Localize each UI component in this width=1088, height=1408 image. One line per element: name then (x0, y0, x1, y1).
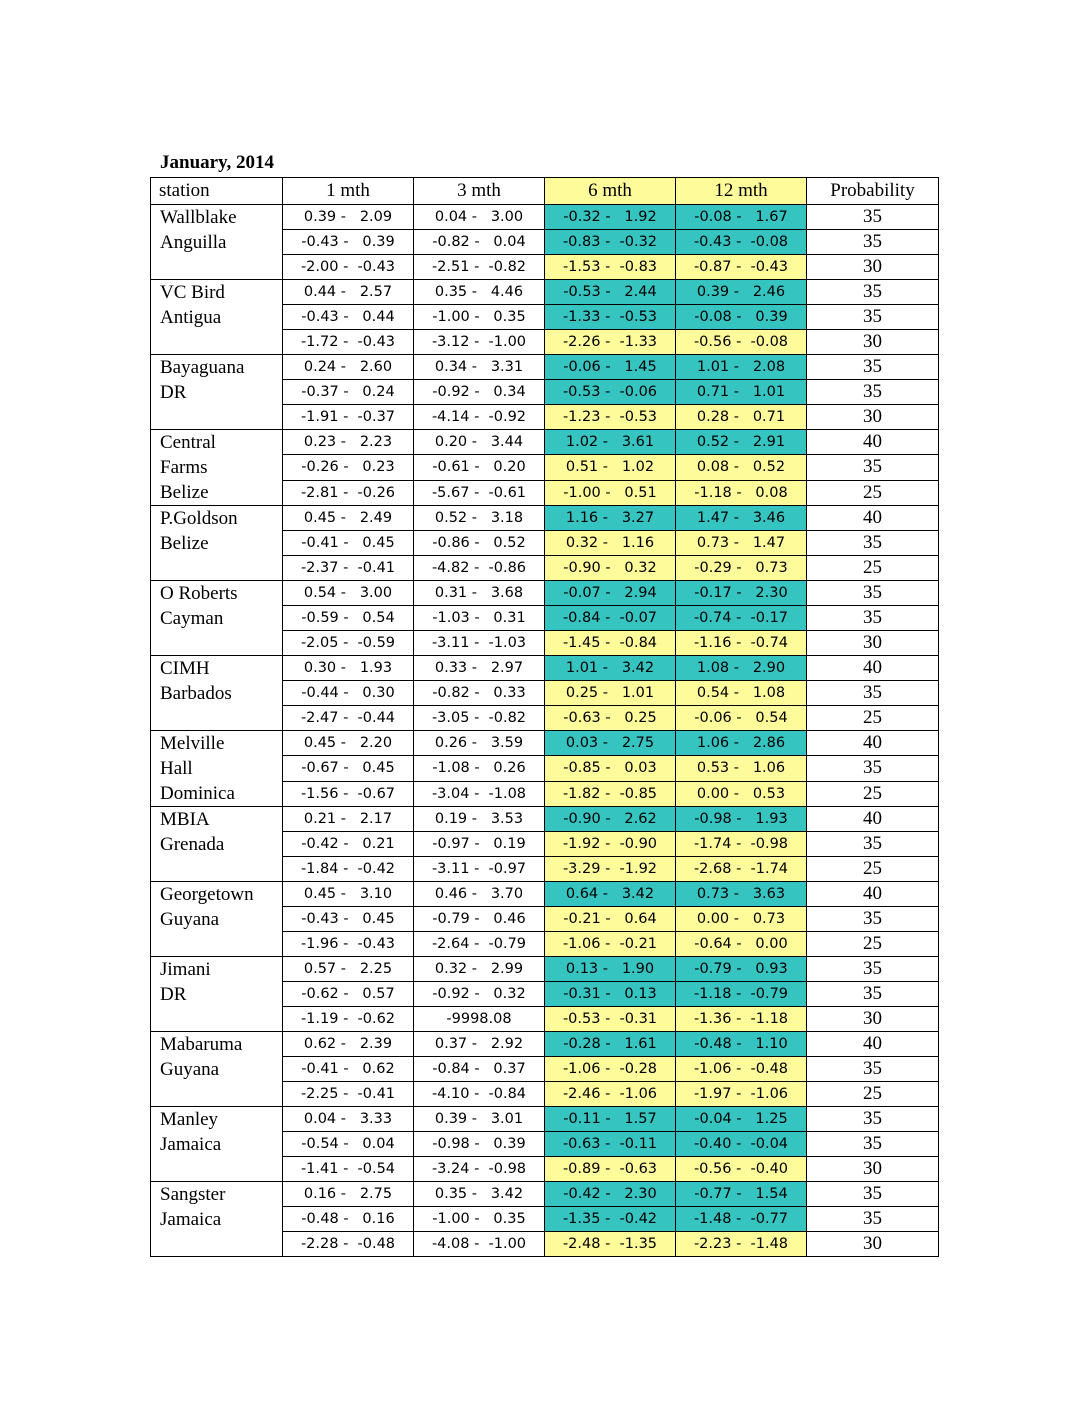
value-12-month: -0.29 - 0.73 (676, 556, 807, 581)
header-6-month: 6 mth (545, 178, 676, 205)
value-3-month: -9998.08 (414, 1007, 545, 1032)
value-3-month: 0.35 - 3.42 (414, 1182, 545, 1207)
value-1-month: -1.72 - -0.43 (283, 330, 414, 355)
probability-value: 35 (807, 380, 939, 405)
value-12-month: -1.06 - -0.48 (676, 1057, 807, 1082)
value-6-month: -0.53 - -0.06 (545, 380, 676, 405)
value-6-month: 0.64 - 3.42 (545, 882, 676, 907)
probability-value: 35 (807, 982, 939, 1007)
value-3-month: 0.37 - 2.92 (414, 1032, 545, 1057)
value-12-month: -0.87 - -0.43 (676, 255, 807, 280)
station-name-line: VC Bird (160, 282, 225, 303)
value-1-month: 0.44 - 2.57 (283, 280, 414, 305)
station-name-line: Guyana (160, 1059, 220, 1080)
value-12-month: 1.08 - 2.90 (676, 656, 807, 681)
value-12-month: -0.40 - -0.04 (676, 1132, 807, 1157)
value-6-month: -1.53 - -0.83 (545, 255, 676, 280)
value-6-month: -0.11 - 1.57 (545, 1107, 676, 1132)
value-1-month: -0.67 - 0.45 (283, 756, 414, 781)
value-1-month: -2.00 - -0.43 (283, 255, 414, 280)
value-6-month: -2.48 - -1.35 (545, 1232, 676, 1257)
station-name (151, 581, 283, 656)
station-name-line: Jamaica (160, 1134, 222, 1155)
value-1-month: -0.62 - 0.57 (283, 982, 414, 1007)
table-row (151, 731, 939, 756)
probability-value: 35 (807, 1182, 939, 1207)
probability-value: 35 (807, 1057, 939, 1082)
value-12-month: 0.73 - 3.63 (676, 882, 807, 907)
value-1-month: -2.05 - -0.59 (283, 631, 414, 656)
value-6-month: -1.33 - -0.53 (545, 305, 676, 330)
probability-value: 25 (807, 932, 939, 957)
probability-value: 25 (807, 480, 939, 505)
probability-value: 30 (807, 1007, 939, 1032)
value-6-month: -0.84 - -0.07 (545, 606, 676, 631)
value-1-month: 0.04 - 3.33 (283, 1107, 414, 1132)
value-1-month: 0.45 - 3.10 (283, 882, 414, 907)
value-1-month: 0.57 - 2.25 (283, 957, 414, 982)
value-6-month: -0.83 - -0.32 (545, 230, 676, 255)
value-12-month: -0.43 - -0.08 (676, 230, 807, 255)
value-3-month: -0.82 - 0.33 (414, 681, 545, 706)
probability-value: 35 (807, 907, 939, 932)
station-name-line: Grenada (160, 834, 225, 855)
station-name (151, 656, 283, 731)
station-name-line: P.Goldson (160, 508, 238, 529)
value-3-month: -5.67 - -0.61 (414, 480, 545, 505)
value-12-month: 0.39 - 2.46 (676, 280, 807, 305)
value-3-month: -0.92 - 0.34 (414, 380, 545, 405)
station-name-line: Cayman (160, 608, 224, 629)
value-12-month: -2.68 - -1.74 (676, 857, 807, 882)
station-name-line: Jimani (160, 959, 211, 980)
value-6-month: -0.53 - 2.44 (545, 280, 676, 305)
value-3-month: -2.64 - -0.79 (414, 932, 545, 957)
value-6-month: -0.32 - 1.92 (545, 205, 676, 230)
probability-value: 35 (807, 230, 939, 255)
value-12-month: -2.23 - -1.48 (676, 1232, 807, 1257)
probability-value: 35 (807, 1107, 939, 1132)
value-12-month: -0.74 - -0.17 (676, 606, 807, 631)
value-6-month: -1.06 - -0.21 (545, 932, 676, 957)
value-1-month: -2.25 - -0.41 (283, 1082, 414, 1107)
value-6-month: -0.90 - 0.32 (545, 556, 676, 581)
table-row (151, 506, 939, 531)
station-name (151, 957, 283, 1032)
station-name-line: Belize (160, 482, 209, 503)
value-6-month: 1.16 - 3.27 (545, 506, 676, 531)
value-12-month: -1.74 - -0.98 (676, 832, 807, 857)
value-3-month: -4.08 - -1.00 (414, 1232, 545, 1257)
station-name-line: Mabaruma (160, 1034, 243, 1055)
value-1-month: -0.44 - 0.30 (283, 681, 414, 706)
probability-value: 25 (807, 1082, 939, 1107)
value-6-month: 0.32 - 1.16 (545, 531, 676, 556)
value-3-month: -0.98 - 0.39 (414, 1132, 545, 1157)
value-6-month: 0.13 - 1.90 (545, 957, 676, 982)
value-3-month: -4.82 - -0.86 (414, 556, 545, 581)
value-3-month: -0.97 - 0.19 (414, 832, 545, 857)
value-1-month: -0.42 - 0.21 (283, 832, 414, 857)
value-6-month: -0.89 - -0.63 (545, 1157, 676, 1182)
value-12-month: -1.18 - 0.08 (676, 480, 807, 505)
probability-value: 25 (807, 556, 939, 581)
value-3-month: -1.03 - 0.31 (414, 606, 545, 631)
value-6-month: -0.90 - 2.62 (545, 807, 676, 832)
station-name-line: CIMH (160, 658, 210, 679)
value-12-month: 0.73 - 1.47 (676, 531, 807, 556)
value-6-month: -1.92 - -0.90 (545, 832, 676, 857)
value-1-month: 0.23 - 2.23 (283, 430, 414, 455)
value-12-month: -0.06 - 0.54 (676, 706, 807, 731)
value-1-month: 0.54 - 3.00 (283, 581, 414, 606)
value-6-month: -1.45 - -0.84 (545, 631, 676, 656)
station-name-line: DR (160, 984, 187, 1005)
value-6-month: -0.42 - 2.30 (545, 1182, 676, 1207)
value-12-month: 1.47 - 3.46 (676, 506, 807, 531)
value-6-month: -1.06 - -0.28 (545, 1057, 676, 1082)
value-1-month: -0.41 - 0.45 (283, 531, 414, 556)
value-1-month: 0.45 - 2.20 (283, 731, 414, 756)
table-row (151, 957, 939, 982)
station-name-line: Dominica (160, 783, 235, 804)
probability-value: 35 (807, 957, 939, 982)
probability-value: 35 (807, 832, 939, 857)
value-12-month: -1.48 - -0.77 (676, 1207, 807, 1232)
value-3-month: 0.04 - 3.00 (414, 205, 545, 230)
station-name (151, 506, 283, 581)
value-6-month: -0.63 - -0.11 (545, 1132, 676, 1157)
value-12-month: 0.00 - 0.73 (676, 907, 807, 932)
value-6-month: 0.51 - 1.02 (545, 455, 676, 480)
value-1-month: -1.56 - -0.67 (283, 781, 414, 806)
header-probability: Probability (807, 178, 939, 205)
value-3-month: -1.00 - 0.35 (414, 1207, 545, 1232)
probability-value: 35 (807, 305, 939, 330)
station-name (151, 1107, 283, 1182)
value-12-month: -0.04 - 1.25 (676, 1107, 807, 1132)
station-name-line: Guyana (160, 909, 220, 930)
value-3-month: -3.04 - -1.08 (414, 781, 545, 806)
station-name (151, 280, 283, 355)
probability-value: 40 (807, 731, 939, 756)
probability-value: 35 (807, 756, 939, 781)
table-row (151, 355, 939, 380)
station-name-line: Central (160, 432, 216, 453)
station-name-line: O Roberts (160, 583, 238, 604)
table-row (151, 205, 939, 230)
value-12-month: 0.53 - 1.06 (676, 756, 807, 781)
value-1-month: -0.43 - 0.45 (283, 907, 414, 932)
probability-value: 35 (807, 280, 939, 305)
value-6-month: -0.06 - 1.45 (545, 355, 676, 380)
value-12-month: 0.00 - 0.53 (676, 781, 807, 806)
table-row (151, 430, 939, 455)
value-3-month: 0.33 - 2.97 (414, 656, 545, 681)
value-1-month: -0.26 - 0.23 (283, 455, 414, 480)
probability-value: 40 (807, 656, 939, 681)
value-1-month: 0.45 - 2.49 (283, 506, 414, 531)
header-station: station (151, 178, 283, 205)
header-row (151, 178, 939, 205)
value-12-month: -0.08 - 0.39 (676, 305, 807, 330)
value-3-month: 0.20 - 3.44 (414, 430, 545, 455)
value-3-month: -1.08 - 0.26 (414, 756, 545, 781)
table-row (151, 1032, 939, 1057)
station-name-line: Antigua (160, 307, 222, 328)
value-3-month: -3.05 - -0.82 (414, 706, 545, 731)
value-3-month: -0.61 - 0.20 (414, 455, 545, 480)
value-6-month: 1.01 - 3.42 (545, 656, 676, 681)
value-1-month: -0.48 - 0.16 (283, 1207, 414, 1232)
value-3-month: -3.11 - -1.03 (414, 631, 545, 656)
table-row (151, 280, 939, 305)
value-1-month: 0.21 - 2.17 (283, 807, 414, 832)
header-3-month: 3 mth (414, 178, 545, 205)
value-12-month: -0.56 - -0.40 (676, 1157, 807, 1182)
station-name-line: Farms (160, 457, 208, 478)
value-1-month: -1.41 - -0.54 (283, 1157, 414, 1182)
probability-value: 35 (807, 1132, 939, 1157)
value-12-month: -1.97 - -1.06 (676, 1082, 807, 1107)
table-row (151, 882, 939, 907)
probability-value: 30 (807, 255, 939, 280)
value-3-month: 0.26 - 3.59 (414, 731, 545, 756)
value-1-month: -2.28 - -0.48 (283, 1232, 414, 1257)
value-12-month: 0.54 - 1.08 (676, 681, 807, 706)
value-1-month: 0.62 - 2.39 (283, 1032, 414, 1057)
probability-value: 35 (807, 1207, 939, 1232)
value-1-month: 0.30 - 1.93 (283, 656, 414, 681)
value-1-month: -0.59 - 0.54 (283, 606, 414, 631)
station-name-line: Belize (160, 533, 209, 554)
station-name (151, 1182, 283, 1257)
value-3-month: -4.10 - -0.84 (414, 1082, 545, 1107)
value-3-month: -4.14 - -0.92 (414, 405, 545, 430)
probability-value: 35 (807, 355, 939, 380)
probability-value: 25 (807, 781, 939, 806)
value-6-month: -0.28 - 1.61 (545, 1032, 676, 1057)
probability-value: 35 (807, 205, 939, 230)
station-name-line: Melville (160, 733, 225, 754)
table-row (151, 807, 939, 832)
value-3-month: -0.79 - 0.46 (414, 907, 545, 932)
value-3-month: -0.86 - 0.52 (414, 531, 545, 556)
probability-value: 35 (807, 581, 939, 606)
station-name-line: Georgetown (160, 884, 254, 905)
value-6-month: -1.35 - -0.42 (545, 1207, 676, 1232)
value-1-month: -1.91 - -0.37 (283, 405, 414, 430)
probability-value: 25 (807, 857, 939, 882)
station-name (151, 1032, 283, 1107)
value-12-month: 1.01 - 2.08 (676, 355, 807, 380)
value-1-month: -0.37 - 0.24 (283, 380, 414, 405)
probability-value: 40 (807, 506, 939, 531)
value-1-month: -2.81 - -0.26 (283, 480, 414, 505)
forecast-table (150, 177, 939, 1257)
station-name (151, 807, 283, 882)
table-row (151, 581, 939, 606)
probability-value: 35 (807, 455, 939, 480)
value-6-month: -0.07 - 2.94 (545, 581, 676, 606)
value-1-month: -0.41 - 0.62 (283, 1057, 414, 1082)
value-6-month: -0.31 - 0.13 (545, 982, 676, 1007)
probability-value: 30 (807, 631, 939, 656)
station-name (151, 430, 283, 506)
value-1-month: -0.43 - 0.39 (283, 230, 414, 255)
value-3-month: 0.31 - 3.68 (414, 581, 545, 606)
value-6-month: 0.25 - 1.01 (545, 681, 676, 706)
value-1-month: -0.43 - 0.44 (283, 305, 414, 330)
value-12-month: 0.71 - 1.01 (676, 380, 807, 405)
value-12-month: 0.28 - 0.71 (676, 405, 807, 430)
probability-value: 35 (807, 681, 939, 706)
value-6-month: -0.21 - 0.64 (545, 907, 676, 932)
value-3-month: 0.32 - 2.99 (414, 957, 545, 982)
value-12-month: 0.08 - 0.52 (676, 455, 807, 480)
value-12-month: -0.08 - 1.67 (676, 205, 807, 230)
value-12-month: -0.77 - 1.54 (676, 1182, 807, 1207)
value-12-month: -1.16 - -0.74 (676, 631, 807, 656)
value-3-month: 0.39 - 3.01 (414, 1107, 545, 1132)
value-12-month: 1.06 - 2.86 (676, 731, 807, 756)
value-6-month: 0.03 - 2.75 (545, 731, 676, 756)
value-12-month: 0.52 - 2.91 (676, 430, 807, 455)
value-3-month: -0.84 - 0.37 (414, 1057, 545, 1082)
value-6-month: -3.29 - -1.92 (545, 857, 676, 882)
value-12-month: -0.17 - 2.30 (676, 581, 807, 606)
value-3-month: -0.92 - 0.32 (414, 982, 545, 1007)
value-1-month: -2.37 - -0.41 (283, 556, 414, 581)
value-3-month: -3.12 - -1.00 (414, 330, 545, 355)
value-3-month: 0.52 - 3.18 (414, 506, 545, 531)
probability-value: 40 (807, 1032, 939, 1057)
table-row (151, 1182, 939, 1207)
station-name-line: Jamaica (160, 1209, 222, 1230)
value-12-month: -1.18 - -0.79 (676, 982, 807, 1007)
probability-value: 30 (807, 330, 939, 355)
value-1-month: -1.84 - -0.42 (283, 857, 414, 882)
value-1-month: -1.96 - -0.43 (283, 932, 414, 957)
value-1-month: -2.47 - -0.44 (283, 706, 414, 731)
value-3-month: -0.82 - 0.04 (414, 230, 545, 255)
value-6-month: -1.00 - 0.51 (545, 480, 676, 505)
value-1-month: 0.39 - 2.09 (283, 205, 414, 230)
value-6-month: -0.53 - -0.31 (545, 1007, 676, 1032)
station-name-line: DR (160, 382, 187, 403)
value-6-month: -1.23 - -0.53 (545, 405, 676, 430)
value-1-month: -1.19 - -0.62 (283, 1007, 414, 1032)
value-3-month: 0.46 - 3.70 (414, 882, 545, 907)
probability-value: 35 (807, 606, 939, 631)
value-12-month: -0.48 - 1.10 (676, 1032, 807, 1057)
probability-value: 35 (807, 531, 939, 556)
value-6-month: -1.82 - -0.85 (545, 781, 676, 806)
station-name-line: Bayaguana (160, 357, 245, 378)
station-name (151, 205, 283, 280)
value-12-month: -0.98 - 1.93 (676, 807, 807, 832)
value-3-month: 0.34 - 3.31 (414, 355, 545, 380)
station-name-line: Barbados (160, 683, 232, 704)
station-name-line: MBIA (160, 809, 210, 830)
station-name-line: Anguilla (160, 232, 227, 253)
station-name-line: Hall (160, 758, 193, 779)
probability-value: 30 (807, 1157, 939, 1182)
value-12-month: -0.56 - -0.08 (676, 330, 807, 355)
value-1-month: 0.16 - 2.75 (283, 1182, 414, 1207)
probability-value: 30 (807, 405, 939, 430)
probability-value: 25 (807, 706, 939, 731)
value-12-month: -0.79 - 0.93 (676, 957, 807, 982)
station-name-line: Sangster (160, 1184, 226, 1205)
station-name (151, 882, 283, 957)
value-3-month: 0.35 - 4.46 (414, 280, 545, 305)
value-6-month: -2.46 - -1.06 (545, 1082, 676, 1107)
value-3-month: -3.11 - -0.97 (414, 857, 545, 882)
table-row (151, 1107, 939, 1132)
probability-value: 40 (807, 882, 939, 907)
probability-value: 40 (807, 430, 939, 455)
value-1-month: -0.54 - 0.04 (283, 1132, 414, 1157)
value-6-month: -0.63 - 0.25 (545, 706, 676, 731)
value-1-month: 0.24 - 2.60 (283, 355, 414, 380)
value-3-month: 0.19 - 3.53 (414, 807, 545, 832)
header-12-month: 12 mth (676, 178, 807, 205)
value-3-month: -3.24 - -0.98 (414, 1157, 545, 1182)
value-3-month: -1.00 - 0.35 (414, 305, 545, 330)
probability-value: 40 (807, 807, 939, 832)
header-1-month: 1 mth (283, 178, 414, 205)
station-name-line: Manley (160, 1109, 219, 1130)
value-6-month: -0.85 - 0.03 (545, 756, 676, 781)
station-name-line: Wallblake (160, 207, 237, 228)
value-3-month: -2.51 - -0.82 (414, 255, 545, 280)
value-6-month: 1.02 - 3.61 (545, 430, 676, 455)
value-6-month: -2.26 - -1.33 (545, 330, 676, 355)
page-title: January, 2014 (160, 152, 275, 173)
probability-value: 30 (807, 1232, 939, 1257)
value-12-month: -1.36 - -1.18 (676, 1007, 807, 1032)
value-12-month: -0.64 - 0.00 (676, 932, 807, 957)
table-row (151, 656, 939, 681)
station-name (151, 355, 283, 430)
station-name (151, 731, 283, 807)
